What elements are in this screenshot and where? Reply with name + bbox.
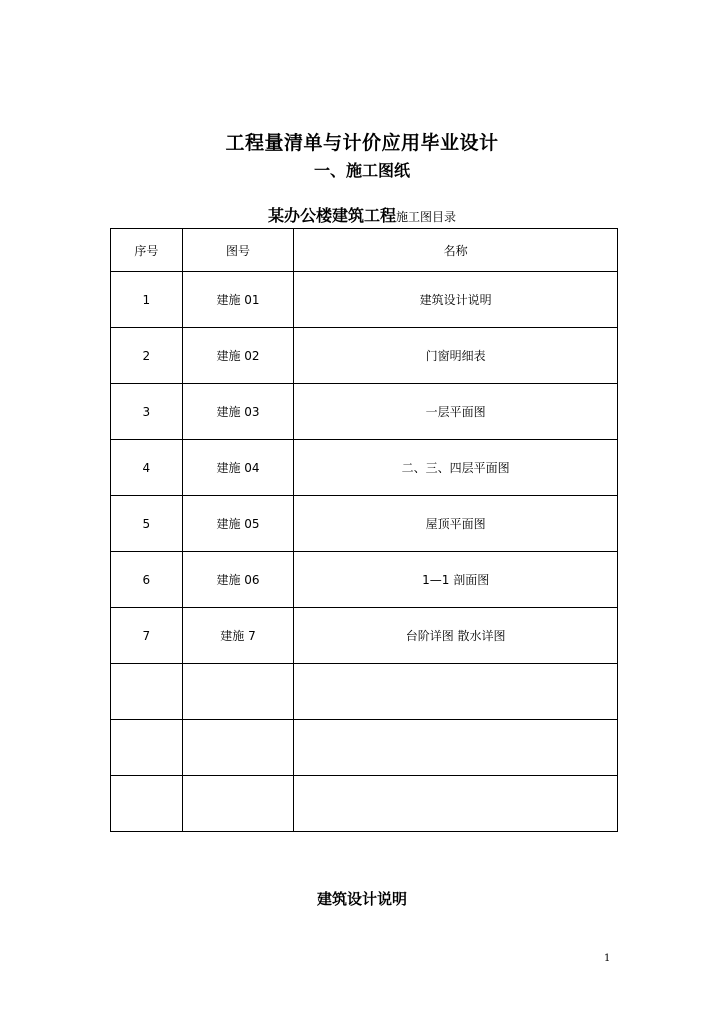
- cell-drawing-number: [182, 720, 294, 776]
- cell-drawing-name: 建筑设计说明: [294, 272, 618, 328]
- drawing-index-table: [110, 228, 618, 832]
- table-row: [111, 552, 618, 608]
- cell-drawing-name: 1—1 剖面图: [294, 552, 618, 608]
- cell-index: [111, 776, 183, 832]
- table-caption: [0, 203, 724, 226]
- cell-index: 4: [111, 440, 183, 496]
- cell-index: 3: [111, 384, 183, 440]
- cell-drawing-name: 二、三、四层平面图: [294, 440, 618, 496]
- cell-drawing-number: 建施 04: [182, 440, 294, 496]
- cell-index: [111, 664, 183, 720]
- cell-drawing-number: 建施 02: [182, 328, 294, 384]
- cell-drawing-number: 建施 03: [182, 384, 294, 440]
- cell-drawing-name: [294, 776, 618, 832]
- cell-drawing-number: [182, 664, 294, 720]
- cell-index: [111, 720, 183, 776]
- table-caption-main: 某办公楼建筑工程: [267, 206, 396, 225]
- document-title: 工程量清单与计价应用毕业设计: [225, 132, 499, 154]
- cell-index: 6: [111, 552, 183, 608]
- cell-drawing-number: [182, 776, 294, 832]
- table-caption-suffix: 施工图目录: [396, 210, 457, 224]
- table-row: [111, 272, 618, 328]
- table-row: [111, 496, 618, 552]
- cell-index: 1: [111, 272, 183, 328]
- table-row-empty: [111, 664, 618, 720]
- header-drawing-number: 图号: [182, 229, 294, 272]
- table-header-row: [111, 229, 618, 272]
- cell-drawing-number: 建施 06: [182, 552, 294, 608]
- header-index: 序号: [111, 229, 183, 272]
- cell-drawing-number: 建施 7: [182, 608, 294, 664]
- cell-drawing-name: [294, 664, 618, 720]
- cell-drawing-number: 建施 05: [182, 496, 294, 552]
- cell-drawing-name: 门窗明细表: [294, 328, 618, 384]
- cell-index: 2: [111, 328, 183, 384]
- cell-drawing-number: 建施 01: [182, 272, 294, 328]
- cell-drawing-name: 台阶详图 散水详图: [294, 608, 618, 664]
- header-drawing-name: 名称: [294, 229, 618, 272]
- cell-drawing-name: 一层平面图: [294, 384, 618, 440]
- table-row-empty: [111, 776, 618, 832]
- page-number: 1: [604, 953, 611, 964]
- section-subtitle: 一、施工图纸: [313, 161, 410, 180]
- table-row: [111, 328, 618, 384]
- table-row: [111, 608, 618, 664]
- cell-drawing-name: 屋顶平面图: [294, 496, 618, 552]
- table-row-empty: [111, 720, 618, 776]
- cell-index: 7: [111, 608, 183, 664]
- section-heading: 建筑设计说明: [316, 890, 407, 908]
- cell-index: 5: [111, 496, 183, 552]
- table-row: [111, 384, 618, 440]
- cell-drawing-name: [294, 720, 618, 776]
- table-row: [111, 440, 618, 496]
